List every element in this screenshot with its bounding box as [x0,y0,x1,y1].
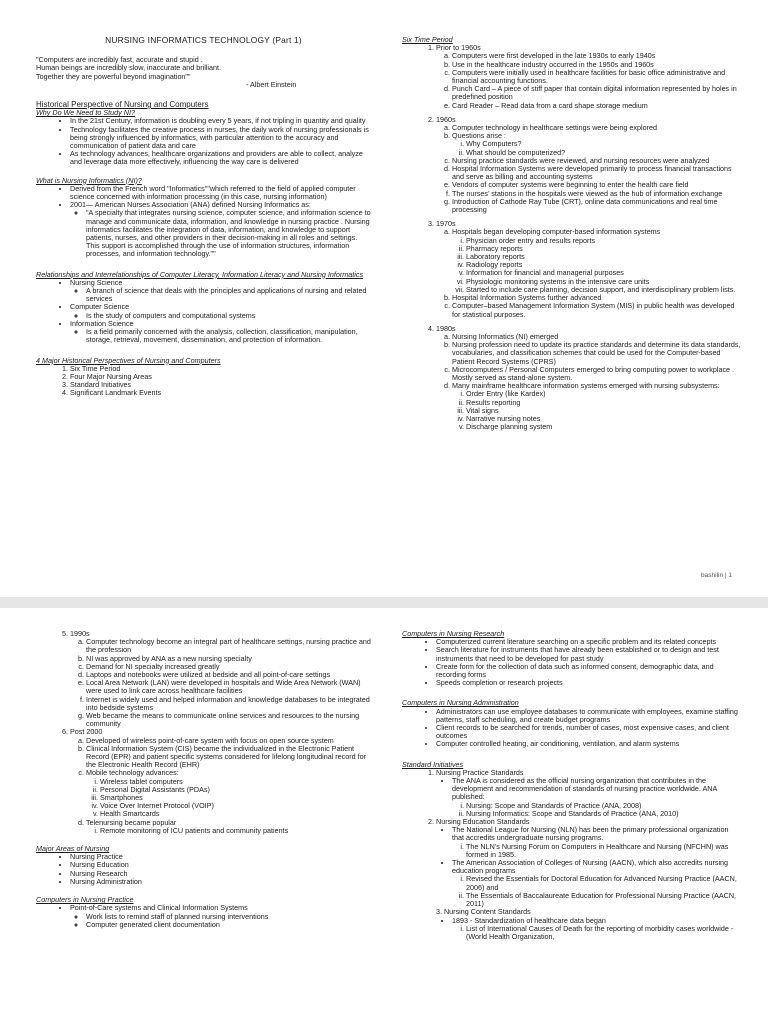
list-item: b. Hospital Information Systems further advanced [452,294,742,302]
list-item: i. Physician order entry and results reports [466,237,742,245]
list-item-text: 3. Nursing Content Standards [436,907,531,917]
list-item [70,279,371,304]
list-item: 4. Significant Landmark Events [70,389,371,397]
list-item: f. Internet is widely used and helped information and knowledge databases to be integrated into bedside systems [86,696,371,712]
list-item [452,859,742,908]
period-label: 1990s [70,629,90,638]
list-item: g. Introduction of Cathode Ray Tube (CRT), online data communications and real time processing [452,198,742,214]
historical-heading: Historical Perspective of Nursing and Computers [36,100,209,110]
list-item: • Nursing Practice [70,853,371,861]
list-item: a. Computer technology become an integral part of healthcare settings, nursing practice and the profession [86,638,371,654]
list-item-text: Mobile technology advances: [86,768,179,778]
period-label: 1960s [436,114,456,124]
list-item: • Administrators can use employee databases to communicate with employees, examine staffing patterns, staff scheduling, and create budget programs [436,708,742,724]
list-item: • Search literature for instruments that have already been established or to design and test instruments that need to be developed for past study [436,646,742,662]
period-label: 1970s [436,219,456,229]
list-item-text: The American Association of Colleges of Nursing (AACN), which also accredits nursing education programs [452,858,729,876]
list-item [452,917,742,942]
science-desc: ◦ Is the study of computers and computational systems [86,312,371,320]
list-item-text: The National League for Nursing (NLN) has been the primary professional organization that accredits undergraduate nursing programs. [452,825,729,843]
list-item: i. Nursing: Scope and Standards of Practice (ANA, 2008) [466,802,742,810]
list-item: • Computerized current literature searching on a specific problem and its related concepts [436,638,742,646]
relationships-heading: Relationships and Interrelationships of Computer Literacy, Information Literacy and Nursing Informatics [36,269,364,279]
list-item: vii. Started to include care planning, decision support, and interdisciplinary problem lists. [466,286,742,294]
document-page-2 [0,608,768,1024]
quote-line: Together they are powerful beyond imagination"" [36,71,191,81]
list-item: i. Remote monitoring of ICU patients and community patients [100,827,371,835]
practice-heading: Computers in Nursing Practice [36,895,134,905]
list-item: ii. What should be computerized? [466,149,742,157]
science-desc: ◦ A branch of science that deals with the principles and applications of nursing and related services [86,287,371,303]
list-item: c. Computer–based Management Information System (MIS) in public health was developed for statistical purposes. [452,302,742,318]
list-item [436,769,742,818]
list-item: c. Demand for NI specialty increased greatly [86,663,371,671]
list-item: iv. Narrative nursing notes [466,415,742,423]
page1-left-column [36,36,371,398]
page-footer: bashilin | 1 [701,572,732,579]
relationships-list [36,279,371,345]
document-title: NURSING INFORMATICS TECHNOLOGY (Part 1) [105,35,302,45]
list-item: 3. Standard Initiatives [70,381,371,389]
list-item-text: Many mainframe healthcare information systems emerged with nursing subsystems: [452,381,720,391]
list-item: e. Vendors of computer systems were beginning to enter the health care field [452,181,742,189]
list-item: d. Laptops and notebooks were utilized at bedside and all point-of-care settings [86,671,371,679]
list-item: i. Order Entry (like Kardex) [466,390,742,398]
period-item [436,44,742,110]
list-item-text: The ANA is considered as the official nursing organization that contributes in the development and recommendation of standards of nursing practice worldwide. ANA published: [452,776,717,802]
research-list [402,638,742,687]
list-item: a. Computers were first developed in the late 1930s to early 1940s [452,52,742,60]
list-item: i. List of International Causes of Death for the reporting of morbidity cases worldwide - (World Health Organization, [466,925,742,941]
list-item: c. Microcomputers / Personal Computers emerged to bring computing power to workplace . Mostly served as stand-alone system. [452,366,742,382]
list-item: ii. Nursing Informatics: Scope and Standards of Practice (ANA, 2010) [466,810,742,818]
list-item [436,908,742,941]
major-areas-heading: Major Areas of Nursing [36,844,110,854]
list-item: a. Nursing Informatics (NI) emerged [452,333,742,341]
list-item: • Nursing Administration [70,878,371,886]
list-item: • Nursing Education [70,861,371,869]
list-item: c. Computers were initially used in healthcare facilities for basic office administrative and financial accounting functions. [452,69,742,85]
period-item [70,728,371,835]
ni-definition: ◦ "A specialty that integrates nursing science, computer science, and information science to manage and communicate data, information, and knowledge in nursing practice . Nursing informatics facilitates the integration of data, information, and knowledge to support patients, nurses, and other providers in their decision-making in all roles and settings. This support is accomplished through the use of information structures, information processes, and information technology."" [86,209,371,258]
list-item: • Computer controlled heating, air conditioning, ventilation, and alarm systems [436,740,742,748]
list-item: • Nursing Research [70,870,371,878]
period-item [436,116,742,214]
list-item-text: Questions arise : [452,131,506,141]
page2-left-column [36,630,371,929]
list-item: f. The nurses’ stations in the hospitals were viewed as the hub of information exchange [452,190,742,198]
list-item [70,201,371,258]
list-item: ◦ Work lists to remind staff of planned nursing interventions [86,913,371,921]
list-item: b. Nursing profession need to update its practice standards and determine its data standards, vocabularies, and classification schemes that could be used for the Computer-based Patient Record Systems (CPRS) [452,341,742,366]
page-separator [0,597,768,608]
list-item [86,819,371,835]
list-item: i. The NLN’s Nursing Forum on Computers in Healthcare and Nursing (NFCHN) was formed in 1985. [466,843,742,859]
list-item: • Technology facilitates the creative process in nurses, the daily work of nursing professionals is being strongly influenced by informatics, with particular attention to the accuracy and communication of patient data and care [70,126,371,151]
list-item: v. Information for financial and managerial purposes [466,269,742,277]
list-item [452,826,742,859]
science-name: Nursing Science [70,277,123,287]
period-item [436,220,742,318]
science-desc: ◦ Is a field primarily concerned with the analysis, collection, classification, manipulation, storage, retrieval, movement, dissemination, and protection of information. [86,328,371,344]
period-label: 1980s [436,323,456,333]
list-item: d. Hospital Information Systems were developed primarily to process financial transactions and serve as billing and accounting systems [452,165,742,181]
what-heading: What is Nursing Informatics (NI)? [36,175,142,185]
list-item: b. Clinical Information System (CIS) became the individualized in the Electronic Patient Record (EPR) and patient specific systems considered for lifelong longitudinal record for the Electronic Health Record (EHR) [86,745,371,770]
list-item: i. Wireless tablet computers [100,778,371,786]
major-areas-list [36,853,371,886]
why-heading: Why Do We Need to Study NI? [36,108,135,118]
list-item-text: Nursing Practice Standards [436,767,524,777]
standard-initiatives-heading: Standard Initiatives [402,759,464,769]
quote-line: "Computers are incredibly fast, accurate and stupid . [36,55,203,65]
list-item: a. Computer technology in healthcare settings were being explored [452,124,742,132]
list-item: • Create form for the collection of data such as informed consent, demographic data, and recording forms [436,663,742,679]
list-item-text: 2001— American Nurses Association (ANA) defined Nursing Informatics as: [70,200,311,210]
list-item: ii. Pharmacy reports [466,245,742,253]
page2-right-column [402,630,742,941]
period-label: Prior to 1960s [436,43,481,53]
list-item-text: Nursing Education Standards [436,817,530,827]
four-major-heading: 4 Major Historical Perspectives of Nursing and Computers [36,355,221,365]
list-item: iii. Vital signs [466,407,742,415]
list-item-text: 1893 - Standardization of healthcare data began [452,915,606,925]
list-item: • As technology advances, healthcare organizations and providers are able to collect, analyze and leverage data more effectively, influencing the way care is delivered [70,150,371,166]
page1-right-column [402,36,742,431]
list-item: • In the 21st Century, information is doubling every 5 years, if not tripling in quantity and quality [70,117,371,125]
practice-list [36,904,371,929]
list-item [452,132,742,157]
quote-line: Human beings are incredibly slow, inaccurate and brilliant. [36,63,221,73]
six-time-heading: Six Time Period [402,35,453,44]
research-heading: Computers in Nursing Research [402,629,505,638]
list-item: g. Web became the means to communicate online services and resources to the nursing community [86,712,371,728]
list-item [70,904,371,929]
list-item: ii. Personal Digital Assistants (PDAs) [100,786,371,794]
quote-author: - Albert Einstein [246,79,297,89]
list-item: vi. Physiologic monitoring systems in the intensive care units [466,278,742,286]
science-name: Computer Science [70,302,130,312]
list-item [86,769,371,818]
period-item [70,630,371,728]
list-item-text: Hospitals began developing computer-based information systems [452,227,661,237]
list-item: e. Local Area Network (LAN) were developed in hospitals and Wide Area Network (WAN) were used to link care across healthcare facilities [86,679,371,695]
period-label: Post 2000 [70,727,103,737]
list-item: c. Nursing practice standards were reviewed, and nursing resources were analyzed [452,157,742,165]
list-item [452,228,742,294]
standard-initiatives-list [402,769,742,941]
list-item: iii. Smartphones [100,794,371,802]
list-item: • Speeds completion or research projects [436,679,742,687]
list-item-text: Telenursing became popular [86,817,177,827]
six-time-continued-list [36,630,371,835]
list-item: v. Health Smartcards [100,810,371,818]
list-item: v. Discharge planning system [466,423,742,431]
why-list [36,117,371,166]
list-item: iv. Voice Over Internet Protocol (VOIP) [100,802,371,810]
list-item: • Client records to be searched for trends, number of cases, most expensive cases, and client outcomes [436,724,742,740]
six-time-list [402,44,742,431]
list-item: d. Punch Card – A piece of stiff paper that contain digital information represented by holes in predefined position [452,85,742,101]
list-item: 1. Six Time Period [70,365,371,373]
list-item: i. Why Computers? [466,140,742,148]
list-item: ii. Results reporting [466,399,742,407]
period-item [436,325,742,432]
list-item: 2. Four Major Nursing Areas [70,373,371,381]
what-list [36,185,371,259]
list-item: ◦ Computer generated client documentation [86,921,371,929]
admin-list [402,708,742,749]
list-item: iii. Laboratory reports [466,253,742,261]
list-item: e. Card Reader – Read data from a card shape storage medium [452,102,742,110]
list-item: b. NI was approved by ANA as a new nursing specialty [86,655,371,663]
definition-list [70,209,371,258]
four-major-list [36,365,371,398]
science-name: Information Science [70,318,134,328]
list-item [70,303,371,319]
list-item: • Derived from the French word "Informatics""which referred to the field of applied computer science concerned with information processing (in this case, nursing information) [70,185,371,201]
list-item: iv. Radiology reports [466,261,742,269]
list-item [452,382,742,431]
list-item [452,777,742,818]
list-item [70,320,371,345]
list-item: b. Use in the healthcare industry occurred in the 1950s and 1960s [452,61,742,69]
list-item: i. Revised the Essentials for Doctoral Education for Advanced Nursing Practice (AACN, 2006) and [466,875,742,891]
admin-heading: Computers in Nursing Administration [402,698,519,708]
list-item-text: Point-of-Care systems and Clinical Information Systems [70,903,248,913]
list-item: a. Developed of wireless point-of-care system with focus on open source system [86,737,371,745]
list-item [436,818,742,908]
list-item: ii. The Essentials of Baccalaureate Education for Professional Nursing Practice (AACN, 2011) [466,892,742,908]
